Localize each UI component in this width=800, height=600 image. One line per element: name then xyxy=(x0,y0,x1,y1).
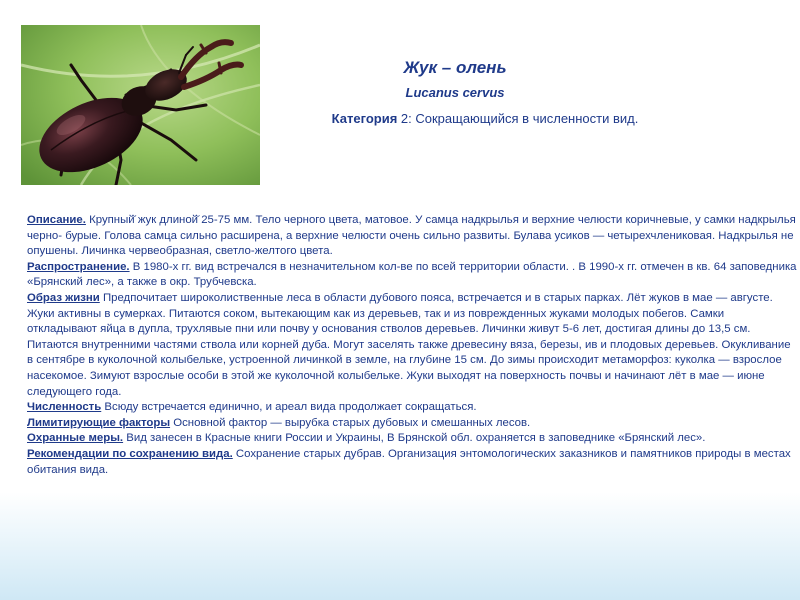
section-label: Описание. xyxy=(27,214,86,226)
section-text: Вид занесен в Красные книги России и Украины, В Брянской обл. охраняется в заповеднике «Брянский лес». xyxy=(123,432,706,445)
section-text: Предпочитает широколиственные леса в области дубового пояса, встречается и в старых парках. Лёт жуков в мае — августе. Жуки активны в сумерках. Питаются соком, вытекающим как из деревьев, так и из поврежденных жуками молодых побегов. Самки откладывают яйца в дупла, трухлявые пни или почву у основания стволов деревьев. Личинки живут 5-6 лет, достигая длины до 13,5 см. Питаются внутренними частями ствола или корней дуба. Могут заселять также древесину вяза, березы, ив и плодовых деревьев. Окукливание в сентябре в куколочной колыбельке, устроенной личинкой в земле, на глубине 15 см. До зимы происходит метаморфоз: куколка — взрослое насекомое. Зимуют взрослые особи в этой же куколочной колыбельке. Жуки выходят на поверхность почвы и начинают лёт в мае — июне следующего года. xyxy=(27,291,791,398)
section-lifestyle xyxy=(27,291,797,400)
section-label: Образ жизни xyxy=(27,291,100,304)
section-text: Всюду встречается единично, и ареал вида продолжает сокращаться. xyxy=(101,401,477,414)
section-protection xyxy=(27,431,797,447)
section-text: В 1980-х гг. вид встречался в незначительном кол-ве по всей территории области. . В 1990-х гг. отмечен в кв. 64 заповедника «Брянский лес», а также в окр. Трубчевска. xyxy=(27,260,797,289)
description-body xyxy=(27,213,797,478)
section-limiting-factors xyxy=(27,416,797,432)
section-population xyxy=(27,400,797,416)
section-text: Сохранение старых дубрав. Организация энтомологических заказников и памятников природы в местах обитания вида. xyxy=(27,447,791,476)
section-text: Крупный̆ жук длиной̆ 25-75 мм. Тело черного цвета, матовое. У самца надкрылья и верхние челюсти коричневые, у самки надкрылья черно- бурые. Голова самца сильно расширена, а верхние челюсти очень сильно развиты. Булава усиков — четырехчлениковая. Надкрылья не опушены. Личинка червеобразная, светло-желтого цвета. xyxy=(27,214,796,258)
category-value: 2: Сокращающийся в численности вид. xyxy=(397,111,639,126)
page-title: Жук – олень xyxy=(403,58,507,77)
section-distribution xyxy=(27,260,797,291)
category-label: Категория xyxy=(331,111,398,126)
section-description xyxy=(27,213,797,260)
section-recommendations xyxy=(27,447,797,478)
section-label: Охранные меры. xyxy=(27,432,124,445)
section-label: Численность xyxy=(27,401,102,414)
section-label: Рекомендации по сохранению вида. xyxy=(27,447,233,460)
section-label: Лимитирующие факторы xyxy=(27,416,171,429)
stag-beetle-photo xyxy=(21,25,260,185)
latin-name: Lucanus cervus xyxy=(405,85,505,100)
section-label: Распространение. xyxy=(27,260,130,273)
section-text: Основной фактор — вырубка старых дубовых и смешанных лесов. xyxy=(170,416,531,429)
category-line xyxy=(280,111,690,126)
